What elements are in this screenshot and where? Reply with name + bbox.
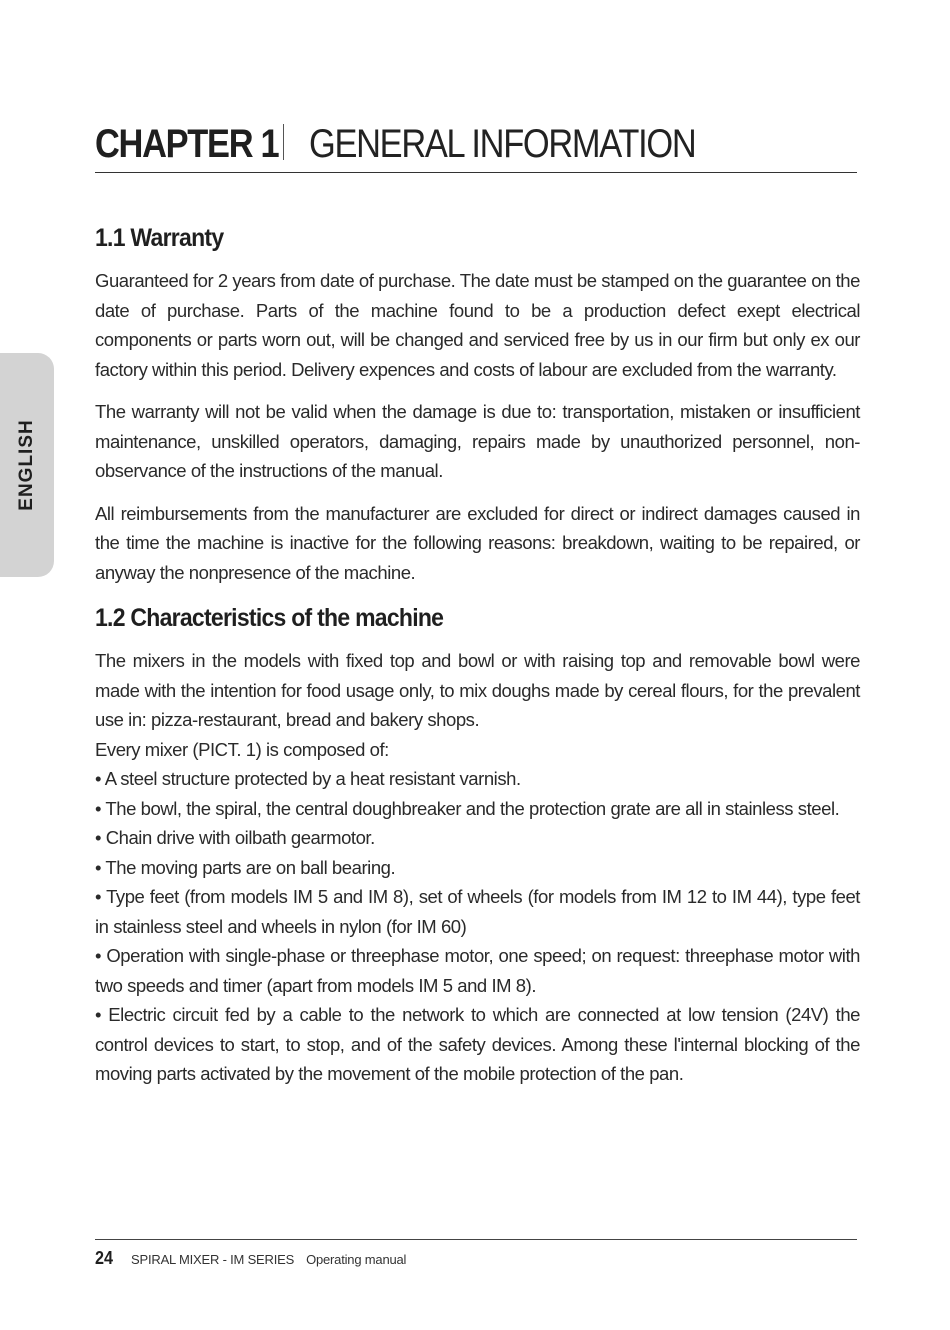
list-item: • Electric circuit fed by a cable to the network to which are connected at low tension (24V) the control devices to start, to stop, and of the safety devices. Among these l'internal blocking of the moving parts activated by the movement of the mobile protection of the pan.	[95, 1004, 860, 1084]
characteristics-intro: The mixers in the models with fixed top and bowl or with raising top and removable bowl were made with the intention for food usage only, to mix doughs made by cereal flours, for the prevalent use in: pizza-restaurant, bread and bakery shops.	[95, 650, 860, 730]
list-item: • Chain drive with oilbath gearmotor.	[95, 827, 375, 848]
list-item: • A steel structure protected by a heat resistant varnish.	[95, 768, 521, 789]
chapter-title: GENERAL INFORMATION	[309, 122, 696, 166]
section-heading-warranty: 1.1 Warranty	[95, 224, 224, 252]
page-footer	[95, 1239, 857, 1269]
chapter-number: CHAPTER 1	[95, 122, 279, 166]
section-characteristics	[95, 600, 860, 1089]
language-tab	[0, 353, 54, 577]
chapter-divider	[283, 124, 284, 160]
warranty-paragraph: Guaranteed for 2 years from date of purchase. The date must be stamped on the guarantee on the date of purchase. Parts of the machine found to be a production defect exept electrical components or parts worn out, will be changed and serviced free by us in our firm but only ex our factory within this period. Delivery expences and costs of labour are excluded from the warranty.	[95, 270, 860, 380]
section-heading-characteristics: 1.2 Characteristics of the machine	[95, 604, 444, 632]
page-number: 24	[95, 1248, 114, 1268]
composed-of-line: Every mixer (PICT. 1) is composed of:	[95, 738, 389, 760]
footer-manual-label: Operating manual	[306, 1252, 407, 1267]
list-item: • The moving parts are on ball bearing.	[95, 856, 396, 878]
section-warranty	[95, 220, 860, 587]
list-item: • The bowl, the spiral, the central doughbreaker and the protection grate are all in stainless steel.	[95, 797, 840, 819]
warranty-paragraph: All reimbursements from the manufacturer are excluded for direct or indirect damages caused in the time the machine is inactive for the following reasons: breakdown, waiting to be repaired, or anyway the nonpresence of the machine.	[95, 502, 860, 583]
language-tab-label: ENGLISH	[16, 419, 37, 511]
warranty-paragraph: The warranty will not be valid when the damage is due to: transportation, mistaken or insufficient maintenance, unskilled operators, damaging, repairs made by unauthorized personnel, non-observance of the instructions of the manual.	[95, 401, 860, 481]
list-item: • Type feet (from models IM 5 and IM 8), set of wheels (for models from IM 12 to IM 44), type feet in stainless steel and wheels in nylon (for IM 60)	[95, 886, 860, 937]
footer-series-name: SPIRAL MIXER - IM SERIES	[131, 1252, 295, 1267]
page-content	[95, 220, 860, 1089]
list-item: • Operation with single-phase or threephase motor, one speed; on request: threephase motor with two speeds and timer (apart from models IM 5 and IM 8).	[95, 945, 860, 996]
chapter-header	[95, 118, 857, 173]
